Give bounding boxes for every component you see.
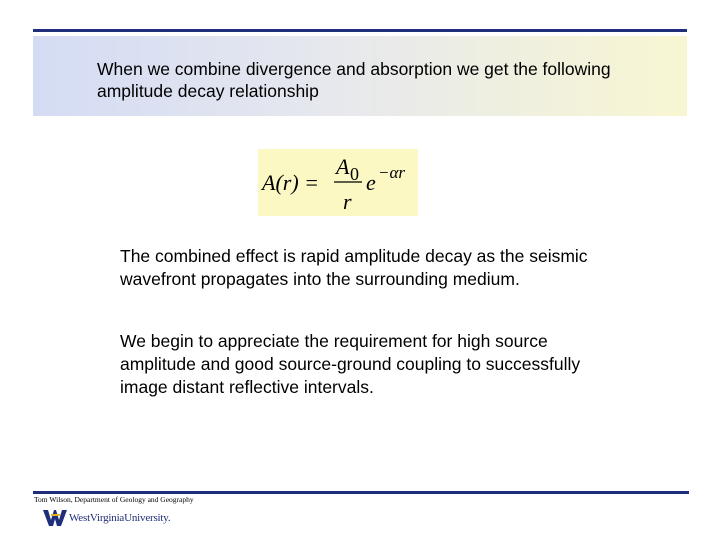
top-rule [33, 29, 687, 32]
formula-numerator: A [336, 154, 350, 179]
footer-credit: Tom Wilson, Department of Geology and Geography [34, 495, 194, 504]
amplitude-decay-formula [258, 149, 418, 216]
formula-denominator: r [343, 189, 352, 214]
formula-base: e [366, 170, 376, 195]
university-logo [43, 507, 170, 529]
formula-lhs: A(r) = [262, 170, 319, 195]
formula-numerator-subscript: 0 [350, 164, 359, 184]
paragraph-source-coupling: We begin to appreciate the requirement for high source amplitude and good source-ground coupling to successfully image distant reflective intervals. [120, 331, 581, 397]
logo-text: WestVirginiaUniversity. [69, 512, 171, 524]
formula-graphic [258, 149, 418, 216]
formula-exponent: −αr [378, 163, 406, 182]
bottom-rule [33, 491, 689, 494]
wv-logo-icon [43, 510, 67, 526]
paragraph-decay-effect: The combined effect is rapid amplitude decay as the seismic wavefront propagates into the surrounding medium. [120, 246, 588, 289]
slide-title: When we combine divergence and absorption we get the following amplitude decay relationship [97, 59, 611, 101]
